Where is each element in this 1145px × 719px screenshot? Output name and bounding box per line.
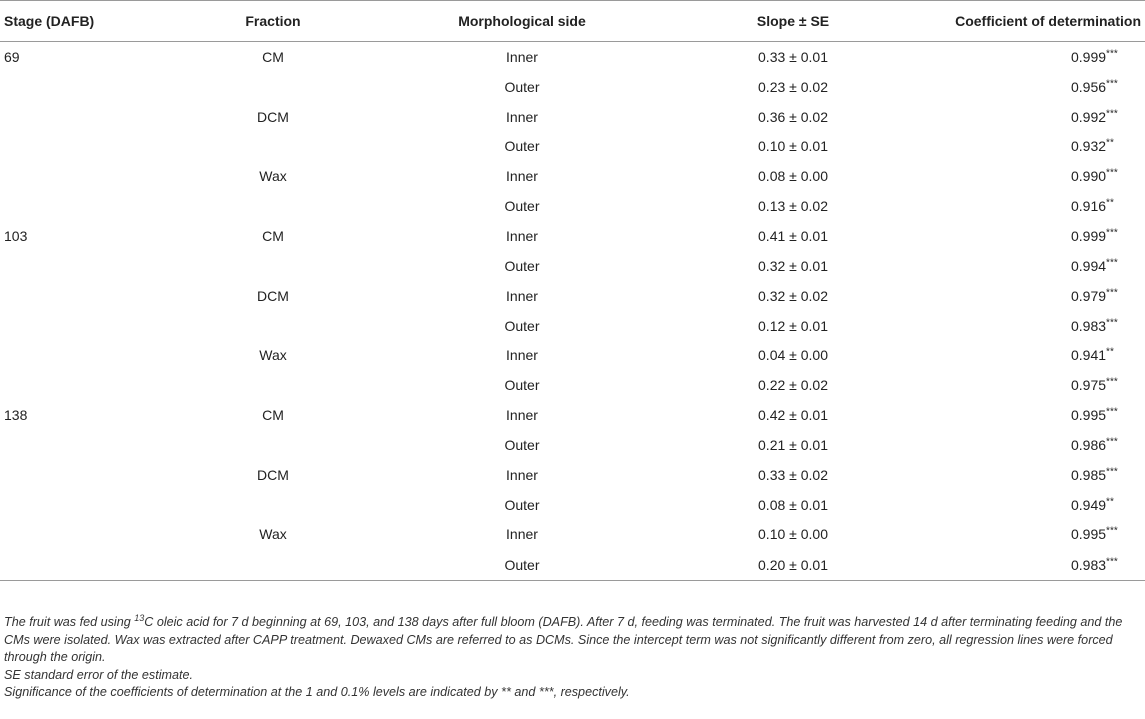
cell-fraction — [190, 490, 356, 520]
cell-side: Outer — [504, 377, 540, 394]
cell-fraction — [190, 311, 356, 341]
cell-coefficient — [898, 132, 1145, 162]
table-row — [0, 102, 1145, 132]
cell-side: Inner — [506, 168, 538, 185]
cell-coefficient — [898, 281, 1145, 311]
cell-side: Outer — [504, 436, 540, 453]
table-row — [0, 42, 1145, 72]
table-row — [0, 370, 1145, 400]
header-fraction: Fraction — [190, 1, 356, 42]
significance-marker: ** — [1106, 137, 1114, 149]
cell-side: Inner — [506, 407, 538, 424]
cell-fraction: Wax — [259, 526, 287, 543]
cell-slope: 0.10 ± 0.01 — [758, 138, 828, 155]
significance-marker: ** — [1106, 495, 1114, 507]
cell-stage — [0, 549, 190, 581]
coefficient-value-wrap — [1031, 198, 1141, 214]
cell-side: Inner — [506, 466, 538, 483]
cell-fraction: CM — [262, 227, 284, 244]
significance-marker: ** — [1106, 197, 1114, 209]
cell-fraction — [190, 430, 356, 460]
coefficient-value-wrap — [1031, 467, 1141, 483]
cell-side: Inner — [506, 108, 538, 125]
cell-side: Outer — [504, 317, 540, 334]
cell-fraction — [190, 72, 356, 102]
significance-marker: *** — [1106, 406, 1118, 418]
significance-marker: *** — [1106, 436, 1118, 448]
coefficient-value-wrap — [1031, 288, 1141, 304]
coefficient-value-wrap — [1031, 168, 1141, 184]
cell-slope: 0.23 ± 0.02 — [758, 78, 828, 95]
significance-marker: *** — [1106, 48, 1118, 60]
table-row — [0, 132, 1145, 162]
coefficient-value-wrap — [1031, 258, 1141, 274]
significance-marker: *** — [1106, 466, 1118, 478]
cell-coefficient — [898, 549, 1145, 581]
table-row — [0, 430, 1145, 460]
coefficient-value-wrap — [1031, 79, 1141, 95]
cell-coefficient — [898, 520, 1145, 550]
significance-marker: *** — [1106, 167, 1118, 179]
cell-slope: 0.42 ± 0.01 — [758, 407, 828, 424]
table-body — [0, 42, 1145, 581]
footnote-isotope-superscript: 13 — [134, 612, 145, 623]
significance-marker: *** — [1106, 376, 1118, 388]
coefficient-value: 0.994 — [1071, 257, 1107, 274]
cell-side: Inner — [506, 227, 538, 244]
cell-stage — [0, 102, 190, 132]
coefficient-value: 0.986 — [1071, 436, 1107, 453]
cell-fraction — [190, 191, 356, 221]
cell-coefficient — [898, 102, 1145, 132]
cell-coefficient — [898, 311, 1145, 341]
coefficient-value-wrap — [1031, 497, 1141, 513]
cell-slope: 0.33 ± 0.02 — [758, 466, 828, 483]
cell-slope: 0.08 ± 0.00 — [758, 168, 828, 185]
table-row — [0, 251, 1145, 281]
cell-slope: 0.13 ± 0.02 — [758, 198, 828, 215]
significance-marker: ** — [1106, 346, 1114, 358]
cell-fraction — [190, 251, 356, 281]
cell-fraction: CM — [262, 48, 284, 65]
cell-side: Outer — [504, 198, 540, 215]
table-footnotes — [4, 614, 1140, 702]
coefficient-value-wrap — [1031, 318, 1141, 334]
coefficient-value: 0.932 — [1071, 138, 1107, 155]
cell-side: Inner — [506, 287, 538, 304]
coefficient-value: 0.983 — [1071, 317, 1107, 334]
cell-side: Outer — [504, 78, 540, 95]
cell-coefficient — [898, 161, 1145, 191]
cell-slope: 0.33 ± 0.01 — [758, 48, 828, 65]
cell-stage — [0, 340, 190, 370]
cell-slope: 0.32 ± 0.01 — [758, 257, 828, 274]
cell-side: Inner — [506, 347, 538, 364]
coefficient-value: 0.999 — [1071, 227, 1107, 244]
coefficient-value: 0.941 — [1071, 347, 1107, 364]
cell-slope: 0.10 ± 0.00 — [758, 526, 828, 543]
cell-stage — [0, 430, 190, 460]
cell-fraction: DCM — [257, 108, 289, 125]
cell-coefficient — [898, 72, 1145, 102]
cell-coefficient — [898, 400, 1145, 430]
coefficient-value: 0.995 — [1071, 526, 1107, 543]
cell-coefficient — [898, 430, 1145, 460]
coefficient-value-wrap — [1031, 407, 1141, 423]
cell-coefficient — [898, 490, 1145, 520]
significance-marker: *** — [1106, 227, 1118, 239]
cell-fraction: DCM — [257, 287, 289, 304]
coefficient-value-wrap — [1031, 109, 1141, 125]
table-row — [0, 311, 1145, 341]
footnote-method — [4, 614, 1140, 667]
significance-marker: *** — [1106, 287, 1118, 299]
coefficient-value: 0.949 — [1071, 496, 1107, 513]
table-row — [0, 221, 1145, 251]
cell-fraction — [190, 549, 356, 581]
table-row — [0, 191, 1145, 221]
cell-stage — [0, 132, 190, 162]
coefficient-value-wrap — [1031, 347, 1141, 363]
coefficient-value: 0.956 — [1071, 78, 1107, 95]
coefficient-value-wrap — [1031, 526, 1141, 542]
cell-side: Outer — [504, 496, 540, 513]
cell-stage: 103 — [4, 227, 28, 244]
coefficient-value: 0.979 — [1071, 287, 1107, 304]
cell-stage: 138 — [4, 407, 28, 424]
header-slope: Slope ± SE — [688, 1, 898, 42]
cell-fraction: Wax — [259, 347, 287, 364]
significance-marker: *** — [1106, 316, 1118, 328]
cell-stage — [0, 370, 190, 400]
header-morphological-side: Morphological side — [356, 1, 688, 42]
cell-slope: 0.04 ± 0.00 — [758, 347, 828, 364]
significance-marker: *** — [1106, 556, 1118, 568]
cell-side: Outer — [504, 138, 540, 155]
table-row — [0, 72, 1145, 102]
cell-side: Outer — [504, 257, 540, 274]
cell-stage: 69 — [4, 48, 20, 65]
cell-fraction: Wax — [259, 168, 287, 185]
cell-side: Inner — [506, 526, 538, 543]
coefficient-value: 0.985 — [1071, 466, 1107, 483]
cell-coefficient — [898, 251, 1145, 281]
significance-marker: *** — [1106, 78, 1118, 90]
coefficient-value: 0.916 — [1071, 198, 1107, 215]
cell-slope: 0.20 ± 0.01 — [688, 549, 898, 581]
cell-stage — [0, 72, 190, 102]
coefficient-value: 0.983 — [1071, 556, 1107, 573]
significance-marker: *** — [1106, 525, 1118, 537]
table-header-row — [0, 1, 1145, 42]
cell-slope: 0.41 ± 0.01 — [758, 227, 828, 244]
coefficient-value-wrap — [1031, 437, 1141, 453]
cell-stage — [0, 251, 190, 281]
header-coefficient: Coefficient of determination — [898, 1, 1145, 42]
cell-slope: 0.36 ± 0.02 — [758, 108, 828, 125]
significance-marker: *** — [1106, 257, 1118, 269]
cell-coefficient — [898, 460, 1145, 490]
cell-coefficient — [898, 221, 1145, 251]
coefficient-value-wrap — [1031, 557, 1141, 573]
cell-coefficient — [898, 370, 1145, 400]
cell-stage — [0, 460, 190, 490]
cell-fraction: DCM — [257, 466, 289, 483]
header-stage: Stage (DAFB) — [0, 1, 190, 42]
cell-slope: 0.08 ± 0.01 — [758, 496, 828, 513]
coefficient-value: 0.995 — [1071, 407, 1107, 424]
coefficient-value: 0.990 — [1071, 168, 1107, 185]
coefficient-value-wrap — [1031, 377, 1141, 393]
cell-fraction: CM — [262, 407, 284, 424]
cell-fraction — [190, 132, 356, 162]
cell-slope: 0.22 ± 0.02 — [758, 377, 828, 394]
table-row — [0, 460, 1145, 490]
coefficient-value-wrap — [1031, 228, 1141, 244]
cell-slope: 0.12 ± 0.01 — [758, 317, 828, 334]
table-row — [0, 549, 1145, 581]
table-row — [0, 281, 1145, 311]
cell-side: Inner — [506, 48, 538, 65]
cell-stage — [0, 191, 190, 221]
coefficient-value: 0.975 — [1071, 377, 1107, 394]
footnote-se: SE standard error of the estimate. — [4, 667, 193, 682]
coefficient-value-wrap — [1031, 49, 1141, 65]
significance-marker: *** — [1106, 107, 1118, 119]
table-row — [0, 400, 1145, 430]
table-row — [0, 520, 1145, 550]
footnote-method-start: The fruit was fed using — [4, 615, 135, 629]
footnote-method-rest: C oleic acid for 7 d beginning at 69, 103, and 138 days after full bloom (DAFB). After 7 d, feeding was terminated. The fruit was harvested 14 d after terminating feeding and the CMs were isolated. Wax was extracted after CAPP treatment. Dewaxed CMs are referred to as DCMs. Since the intercept term was not significantly different from zero, all regression lines were forced through the origin. — [4, 615, 1123, 665]
table-row — [0, 340, 1145, 370]
cell-slope: 0.21 ± 0.01 — [758, 436, 828, 453]
table-row — [0, 490, 1145, 520]
cell-fraction — [190, 370, 356, 400]
cell-stage — [0, 281, 190, 311]
cell-stage — [0, 311, 190, 341]
cell-stage — [0, 520, 190, 550]
cell-side: Outer — [356, 549, 688, 581]
coefficient-value: 0.992 — [1071, 108, 1107, 125]
table-row — [0, 161, 1145, 191]
cell-coefficient — [898, 42, 1145, 72]
cell-coefficient — [898, 340, 1145, 370]
cell-stage — [0, 161, 190, 191]
cell-stage — [0, 490, 190, 520]
coefficient-value: 0.999 — [1071, 48, 1107, 65]
coefficient-value-wrap — [1031, 138, 1141, 154]
footnote-significance: Significance of the coefficients of determination at the 1 and 0.1% levels are indicated by ** and ***, respectively. — [4, 685, 630, 700]
cell-coefficient — [898, 191, 1145, 221]
cell-slope: 0.32 ± 0.02 — [758, 287, 828, 304]
